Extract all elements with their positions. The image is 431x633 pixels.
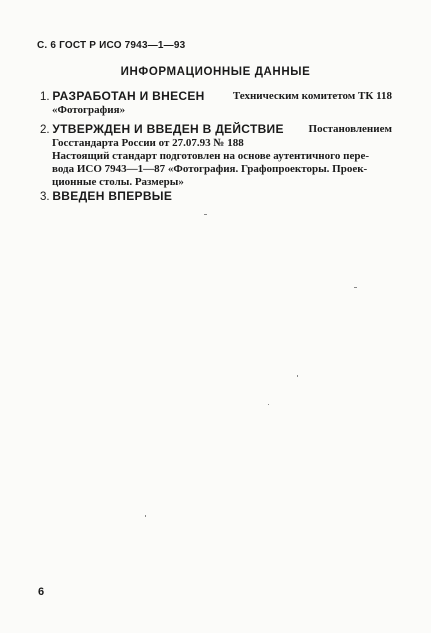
info-item-2-line-1 — [40, 123, 392, 137]
info-item-3 — [40, 190, 392, 204]
scan-speck — [145, 515, 146, 517]
info-item-2-line-4: вода ИСО 7943—1—87 «Фотография. Графопроекторы. Проек- — [52, 163, 368, 175]
info-item-2-text: Постановлением — [308, 123, 392, 135]
info-item-1-line-2: «Фотография» — [52, 104, 126, 116]
info-item-2-line-2: Госстандарта России от 27.07.93 № 188 — [52, 137, 244, 149]
info-item-2-line-3: Настоящий стандарт подготовлен на основе аутентичного пере- — [52, 150, 369, 162]
info-item-2-line-5: ционные столы. Размеры» — [52, 176, 184, 188]
info-item-3-caption: ВВЕДЕН ВПЕРВЫЕ — [52, 189, 173, 203]
scan-speck — [204, 214, 207, 215]
info-item-3-line-1 — [40, 190, 392, 204]
page-number: 6 — [38, 586, 45, 598]
info-item-2-caption: УТВЕРЖДЕН И ВВЕДЕН В ДЕЙСТВИЕ — [52, 122, 284, 136]
info-item-1-caption: РАЗРАБОТАН И ВНЕСЕН — [52, 89, 205, 103]
info-item-2-number: 2. — [40, 124, 50, 136]
info-item-2 — [40, 123, 392, 189]
scan-speck — [268, 404, 269, 405]
info-item-1 — [40, 90, 392, 117]
info-item-3-number: 3. — [40, 191, 50, 203]
running-head: С. 6 ГОСТ Р ИСО 7943—1—93 — [37, 40, 186, 51]
scan-speck — [297, 375, 298, 377]
section-title: ИНФОРМАЦИОННЫЕ ДАННЫЕ — [120, 66, 311, 78]
scan-speck — [354, 287, 357, 288]
info-item-1-text: Техническим комитетом ТК 118 — [232, 90, 392, 102]
info-item-1-line-1 — [40, 90, 392, 104]
info-item-1-number: 1. — [40, 91, 50, 103]
